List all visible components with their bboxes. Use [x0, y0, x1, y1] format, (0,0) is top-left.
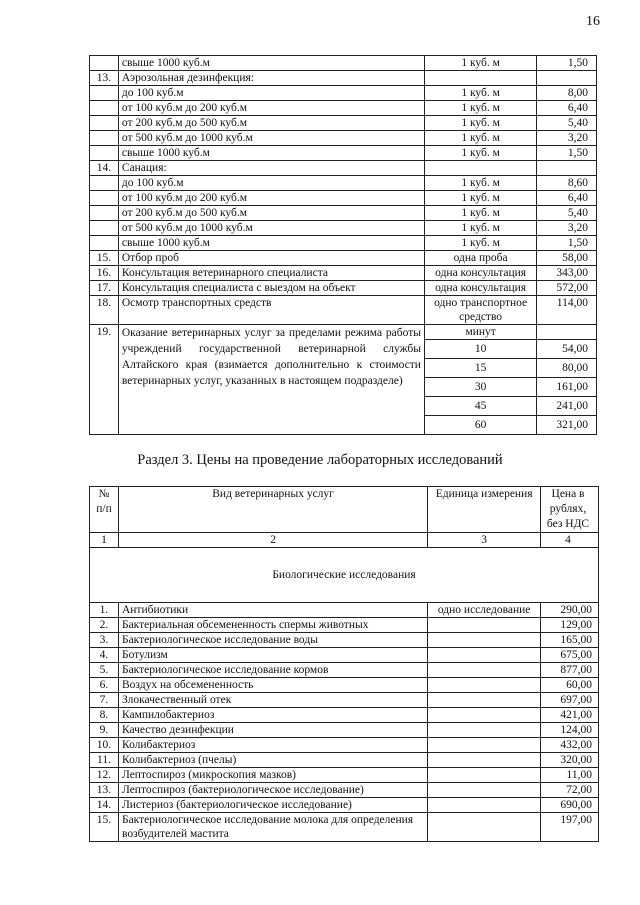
- table-row: [90, 206, 597, 221]
- price: [537, 71, 597, 86]
- unit: [428, 693, 541, 708]
- minutes: 60: [424, 416, 536, 435]
- unit: 1 куб. м: [424, 86, 536, 101]
- col-number-3: 3: [428, 533, 541, 548]
- service-name: Бактериальная обсемененность спермы животных: [118, 618, 427, 633]
- table-row: [90, 86, 597, 101]
- row-number: 14.: [90, 161, 119, 176]
- row-number: [90, 131, 119, 146]
- service-name: Отбор проб: [118, 251, 424, 266]
- unit: 1 куб. м: [424, 116, 536, 131]
- service-name: свыше 1000 куб.м: [118, 146, 424, 161]
- row-number: 16.: [90, 266, 119, 281]
- price-table-services-body: [90, 56, 597, 435]
- group-title: Биологические исследования: [90, 548, 599, 603]
- price: 8,00: [537, 86, 597, 101]
- unit: 1 куб. м: [424, 146, 536, 161]
- table-row: [90, 603, 599, 618]
- service-name: Качество дезинфекции: [118, 723, 427, 738]
- unit: [428, 633, 541, 648]
- service-name: свыше 1000 куб.м: [118, 56, 424, 71]
- service-name: Ботулизм: [118, 648, 427, 663]
- section-title: Раздел 3. Цены на проведение лабораторных исследований: [137, 452, 503, 468]
- price: 421,00: [541, 708, 599, 723]
- row-number: 5.: [90, 663, 119, 678]
- price: 165,00: [541, 633, 599, 648]
- unit: 1 куб. м: [424, 101, 536, 116]
- price-table-lab-tests: [89, 486, 599, 842]
- table-row: [90, 798, 599, 813]
- price-table-lab-tests-body: [90, 487, 599, 842]
- service-name: Антибиотики: [118, 603, 427, 618]
- row-number: 19.: [90, 325, 119, 435]
- row-number: 15.: [90, 813, 119, 842]
- row-number: 14.: [90, 798, 119, 813]
- unit: 1 куб. м: [424, 221, 536, 236]
- table-row: [90, 813, 599, 842]
- row-number: 1.: [90, 603, 119, 618]
- price: 6,40: [537, 101, 597, 116]
- table-row: [90, 708, 599, 723]
- service-name: Колибактериоз (пчелы): [118, 753, 427, 768]
- price: 690,00: [541, 798, 599, 813]
- table-row: [90, 251, 597, 266]
- row-number: [90, 221, 119, 236]
- table-row: [90, 146, 597, 161]
- unit: [424, 161, 536, 176]
- service-name: до 100 куб.м: [118, 176, 424, 191]
- price: 1,50: [537, 236, 597, 251]
- price: 58,00: [537, 251, 597, 266]
- price: 3,20: [537, 221, 597, 236]
- unit: [428, 618, 541, 633]
- unit: 1 куб. м: [424, 176, 536, 191]
- unit: [428, 768, 541, 783]
- column-number-row: [90, 533, 599, 548]
- unit: одна консультация: [424, 266, 536, 281]
- row-number: 15.: [90, 251, 119, 266]
- row-number: 18.: [90, 296, 119, 325]
- minutes: 45: [424, 397, 536, 416]
- service-name: Листериоз (бактериологическое исследование): [118, 798, 427, 813]
- price: 8,60: [537, 176, 597, 191]
- row-number: [90, 191, 119, 206]
- service-name: Санация:: [118, 161, 424, 176]
- row-number: [90, 146, 119, 161]
- unit: [428, 708, 541, 723]
- table-row: [90, 648, 599, 663]
- price: 197,00: [541, 813, 599, 842]
- service-name: Лептоспироз (микроскопия мазков): [118, 768, 427, 783]
- row-number: 11.: [90, 753, 119, 768]
- service-name: Кампилобактериоз: [118, 708, 427, 723]
- row-number: 12.: [90, 768, 119, 783]
- table-header-row: [90, 487, 599, 533]
- unit: минут: [424, 325, 536, 340]
- table-row: [90, 633, 599, 648]
- row-number: [90, 236, 119, 251]
- unit: [428, 738, 541, 753]
- unit: 1 куб. м: [424, 131, 536, 146]
- price: 3,20: [537, 131, 597, 146]
- price: 129,00: [541, 618, 599, 633]
- unit: [428, 663, 541, 678]
- table-row: [90, 116, 597, 131]
- header-unit: Единица измерения: [428, 487, 541, 533]
- price: 697,00: [541, 693, 599, 708]
- row-number: 7.: [90, 693, 119, 708]
- service-name: до 100 куб.м: [118, 86, 424, 101]
- service-name: Бактериологическое исследование молока для определения возбудителей мастита: [118, 813, 427, 842]
- price: 80,00: [537, 359, 597, 378]
- service-name: Злокачественный отек: [118, 693, 427, 708]
- table-row: [90, 266, 597, 281]
- row-number: 3.: [90, 633, 119, 648]
- price: 5,40: [537, 116, 597, 131]
- service-name: от 100 куб.м до 200 куб.м: [118, 101, 424, 116]
- table-row: [90, 161, 597, 176]
- header-price: Цена в рублях, без НДС: [541, 487, 599, 533]
- table-row: [90, 281, 597, 296]
- price: 290,00: [541, 603, 599, 618]
- price: 321,00: [537, 416, 597, 435]
- unit: [428, 783, 541, 798]
- col-number-1: 1: [90, 533, 119, 548]
- service-name: Воздух на обсемененность: [118, 678, 427, 693]
- table-row: [90, 693, 599, 708]
- table-row: [90, 678, 599, 693]
- price: 320,00: [541, 753, 599, 768]
- table-row: [90, 325, 597, 340]
- price: 241,00: [537, 397, 597, 416]
- price: 124,00: [541, 723, 599, 738]
- table-row: [90, 131, 597, 146]
- minutes: 30: [424, 378, 536, 397]
- table-row: [90, 783, 599, 798]
- unit: [428, 723, 541, 738]
- table-row: [90, 768, 599, 783]
- header-service: Вид ветеринарных услуг: [118, 487, 427, 533]
- unit: [428, 813, 541, 842]
- row-number: 10.: [90, 738, 119, 753]
- unit: одна консультация: [424, 281, 536, 296]
- col-number-2: 2: [118, 533, 427, 548]
- price: 1,50: [537, 56, 597, 71]
- service-name: Консультация специалиста с выездом на объект: [118, 281, 424, 296]
- table-row: [90, 753, 599, 768]
- price: 1,50: [537, 146, 597, 161]
- service-name: свыше 1000 куб.м: [118, 236, 424, 251]
- row-number: 6.: [90, 678, 119, 693]
- page-number: 16: [586, 14, 600, 29]
- price: [537, 325, 597, 340]
- unit: 1 куб. м: [424, 236, 536, 251]
- service-name: Аэрозольная дезинфекция:: [118, 71, 424, 86]
- table-row: [90, 618, 599, 633]
- table-row: [90, 191, 597, 206]
- row-number: [90, 101, 119, 116]
- row-number: [90, 116, 119, 131]
- row-number: 8.: [90, 708, 119, 723]
- price: 572,00: [537, 281, 597, 296]
- price: 11,00: [541, 768, 599, 783]
- price-table-services: [89, 55, 597, 435]
- row-number: 9.: [90, 723, 119, 738]
- table-row: [90, 221, 597, 236]
- price: 432,00: [541, 738, 599, 753]
- table-row: [90, 176, 597, 191]
- table-row: [90, 723, 599, 738]
- unit: одно исследование: [428, 603, 541, 618]
- service-name: от 500 куб.м до 1000 куб.м: [118, 131, 424, 146]
- row-number: [90, 56, 119, 71]
- group-row: [90, 548, 599, 603]
- price: 161,00: [537, 378, 597, 397]
- unit: [428, 678, 541, 693]
- unit: [428, 648, 541, 663]
- unit: 1 куб. м: [424, 56, 536, 71]
- table-row: [90, 296, 597, 325]
- row-number: [90, 206, 119, 221]
- price: 114,00: [537, 296, 597, 325]
- table-row: [90, 101, 597, 116]
- row-number: [90, 176, 119, 191]
- row-number: 13.: [90, 783, 119, 798]
- table-row: [90, 71, 597, 86]
- price: 6,40: [537, 191, 597, 206]
- price: 675,00: [541, 648, 599, 663]
- table-row: [90, 738, 599, 753]
- unit: одна проба: [424, 251, 536, 266]
- row-number: [90, 86, 119, 101]
- unit: [424, 71, 536, 86]
- price: 72,00: [541, 783, 599, 798]
- table-row: [90, 236, 597, 251]
- table-row: [90, 56, 597, 71]
- row-number: 17.: [90, 281, 119, 296]
- header-num: № п/п: [90, 487, 119, 533]
- row-number: 4.: [90, 648, 119, 663]
- service-name: Лептоспироз (бактериологическое исследование): [118, 783, 427, 798]
- service-name: от 200 куб.м до 500 куб.м: [118, 116, 424, 131]
- unit: одно транспортное средство: [424, 296, 536, 325]
- price: 54,00: [537, 340, 597, 359]
- service-name: Консультация ветеринарного специалиста: [118, 266, 424, 281]
- row-number: 13.: [90, 71, 119, 86]
- service-name: от 200 куб.м до 500 куб.м: [118, 206, 424, 221]
- minutes: 10: [424, 340, 536, 359]
- price: 877,00: [541, 663, 599, 678]
- unit: 1 куб. м: [424, 191, 536, 206]
- col-number-4: 4: [541, 533, 599, 548]
- price: 5,40: [537, 206, 597, 221]
- service-name: Осмотр транспортных средств: [118, 296, 424, 325]
- service-name: от 100 куб.м до 200 куб.м: [118, 191, 424, 206]
- unit: [428, 798, 541, 813]
- unit: [428, 753, 541, 768]
- row-number: 2.: [90, 618, 119, 633]
- minutes: 15: [424, 359, 536, 378]
- service-name: Оказание ветеринарных услуг за пределами режима работы учреждений государственной ветеринарной службы Алтайского края (взимается дополнительно к стоимости ветеринарных услуг, указанных в настоящем подразделе): [118, 325, 424, 435]
- service-name: от 500 куб.м до 1000 куб.м: [118, 221, 424, 236]
- unit: 1 куб. м: [424, 206, 536, 221]
- service-name: Колибактериоз: [118, 738, 427, 753]
- service-name: Бактериологическое исследование кормов: [118, 663, 427, 678]
- table-row: [90, 663, 599, 678]
- price: 343,00: [537, 266, 597, 281]
- service-name: Бактериологическое исследование воды: [118, 633, 427, 648]
- price: 60,00: [541, 678, 599, 693]
- price: [537, 161, 597, 176]
